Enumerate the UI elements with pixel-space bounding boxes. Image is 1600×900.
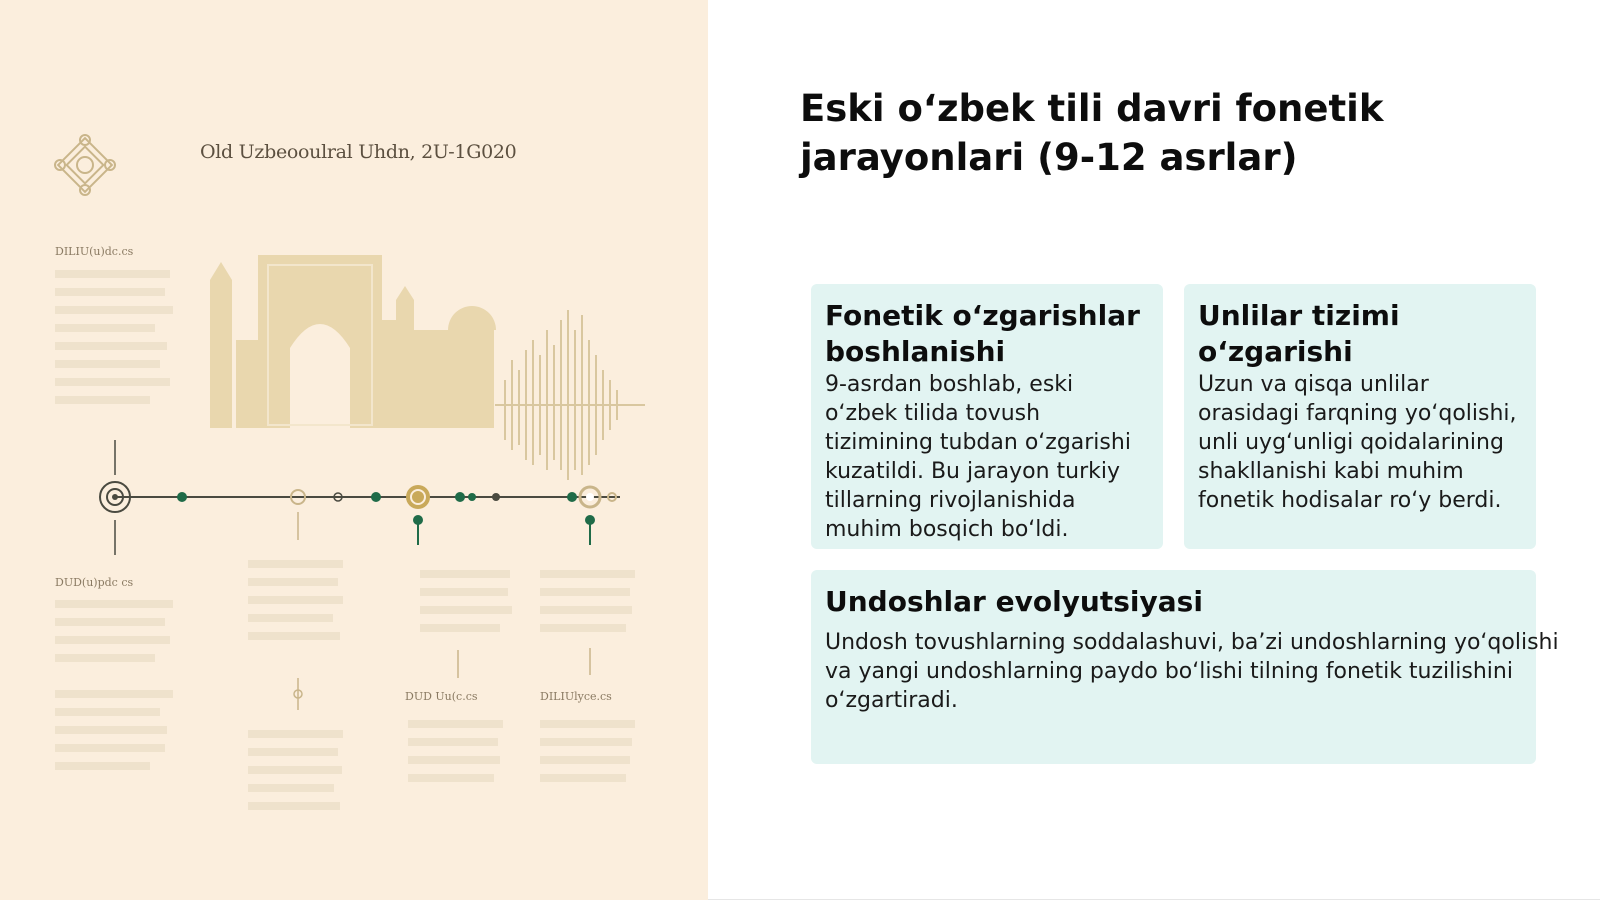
skyline-illustration — [210, 255, 496, 428]
illustration-graphic — [0, 0, 708, 900]
card-body: Uzun va qisqa unlilar orasidagi farqning yo‘qolishi, unli uyg‘unligi qoidalarining shakllanishi kabi muhim fonetik hodisalar ro‘y berdi. — [1198, 372, 1517, 513]
card-body-line: o‘zgartiradi. — [825, 688, 958, 713]
timeline-illustration — [0, 0, 708, 900]
label-bottom-right: DILIUlyce.cs — [540, 690, 612, 703]
card-title: Undoshlar evolyutsiyasi — [825, 585, 1203, 618]
label-bottom-left: DUD(u)pdc cs — [55, 576, 134, 589]
card-title: Unlilar tizimi o‘zgarishi — [1198, 299, 1400, 368]
label-bottom-mid: DUD Uu(c.cs — [405, 690, 478, 703]
ornament-icon — [55, 135, 115, 195]
card-title: Fonetik o‘zgarishlar boshlanishi — [825, 299, 1140, 368]
timeline-markers — [100, 482, 616, 698]
card-consonant-evolution — [811, 570, 1559, 764]
card-phonetic-changes — [811, 284, 1163, 549]
card-body — [825, 628, 1559, 715]
card-body-line: Undosh tovushlarning soddalashuvi, ba’zi undoshlarning yo‘qolishi — [825, 630, 1559, 655]
infographic-header: Old Uzbeooulral Uhdn, 2U-1G020 — [200, 141, 517, 163]
card-vowel-system — [1184, 284, 1536, 549]
skyline-arch — [290, 324, 350, 428]
page-title: Eski o‘zbek tili davri fonetik jarayonlari (9-12 asrlar) — [800, 87, 1384, 179]
label-top-left: DILIU(u)dc.cs — [55, 245, 134, 258]
card-body: 9-asrdan boshlab, eski o‘zbek tilida tovush tizimining tubdan o‘zgarishi kuzatildi. Bu jarayon turkiy tillarning rivojlanishida muhim bosqich bo‘ldi. — [825, 372, 1131, 542]
sound-wave-illustration — [495, 310, 645, 480]
card-body-line: va yangi undoshlarning paydo bo‘lishi tilning fonetik tuzilishini — [825, 659, 1513, 684]
